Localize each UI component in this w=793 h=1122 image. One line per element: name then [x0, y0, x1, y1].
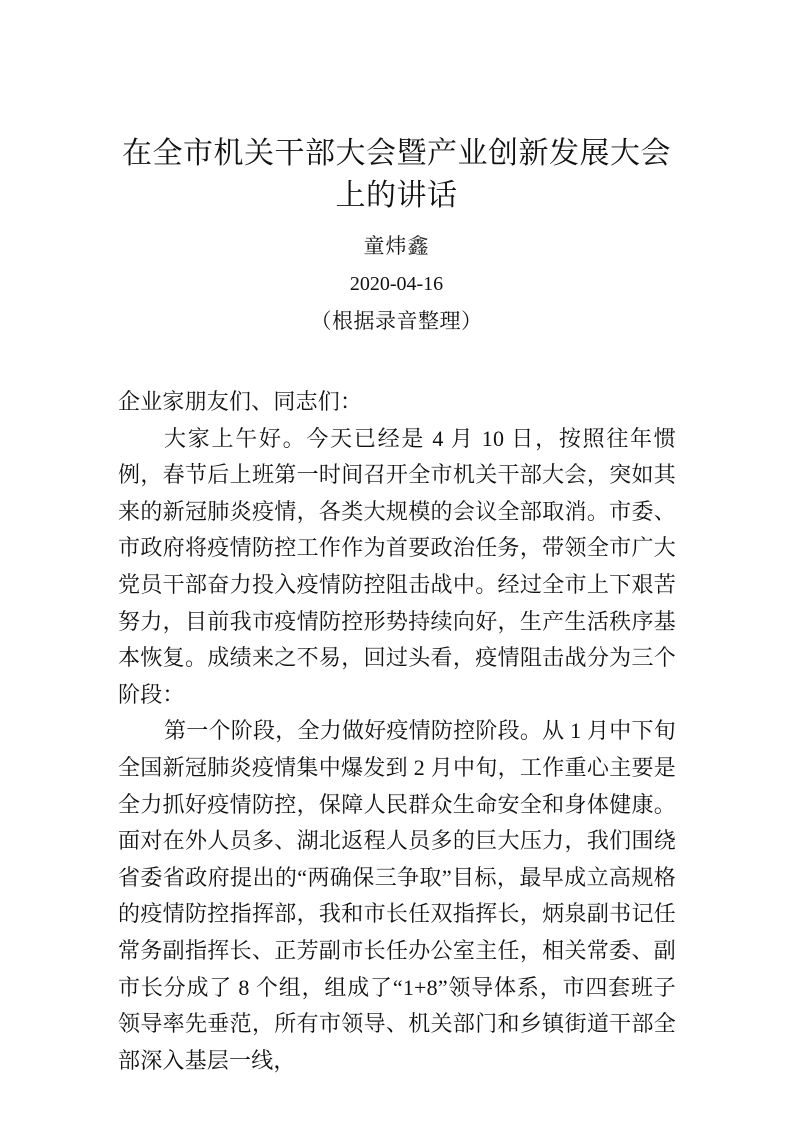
page-title-line-2: 上的讲话	[335, 179, 458, 212]
salutation-line: 企业家朋友们、同志们：	[118, 389, 363, 414]
body-paragraph-1: 大家上午好。今天已经是 4 月 10 日，按照往年惯例，春节后上班第一时间召开全市机关干部大会，突如其来的新冠肺炎疫情，各类大规模的会议全部取消。市委、市政府将疫情防控工作作为首要政治任务，带领全市广大党员干部奋力投入疫情防控阻击战中。经过全市上下艰苦努力，目前我市疫情防控形势持续向好，生产生活秩序基本恢复。成绩来之不易，回过头看，疫情阻击战分为三个阶段：	[118, 425, 676, 707]
document-date: 2020-04-16	[349, 273, 444, 295]
document-subnote: （根据录音整理）	[310, 309, 483, 333]
page-title-line-1: 在全市机关干部大会暨产业创新发展大会	[122, 137, 671, 170]
document-title-block	[118, 133, 675, 217]
body-paragraph-2: 第一个阶段，全力做好疫情防控阶段。从 1 月中下旬全国新冠肺炎疫情集中爆发到 2 月中旬，工作重心主要是全力抓好疫情防控，保障人民群众生命安全和身体健康。面对在外人员多、湖北返程人员多的巨大压力，我们围绕省委省政府提出的“两确保三争取”目标，最早成立高规格的疫情防控指挥部，我和市长任双指挥长，炳泉副书记任常务副指挥长、正芳副市长任办公室主任，相关常委、副市长分成了 8 个组，组成了“1+8”领导体系，市四套班子领导率先垂范，所有市领导、机关部门和乡镇街道干部全部深入基层一线，	[118, 718, 676, 1073]
author-name: 童炜鑫	[363, 234, 430, 258]
document-body	[118, 384, 676, 1079]
